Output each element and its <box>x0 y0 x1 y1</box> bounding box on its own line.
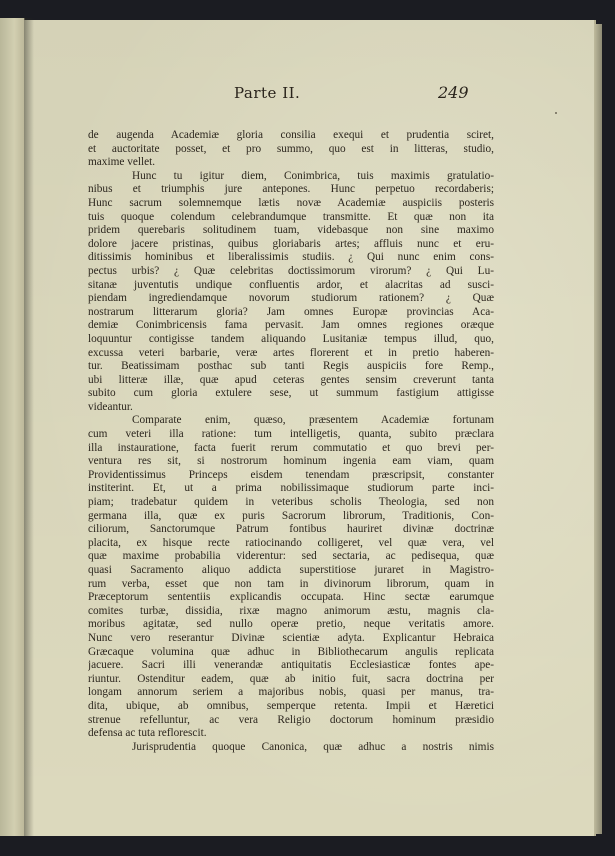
paragraph-start-line: Comparate enim, quæso, præsentem Academiæ fortunam <box>132 414 494 427</box>
paragraph-start-line: Jurisprudentia quoque Canonica, quæ adhuc a nostris nimis <box>132 740 494 753</box>
text-line: videantur. <box>88 400 133 413</box>
paper-speck <box>555 112 557 114</box>
text-line: piam; tradebatur quidem in veteribus scholis Theologia, sed non <box>88 496 494 509</box>
text-line: sitanæ juventutis undique confluentis ardor, et alacritas ad susci- <box>88 278 494 291</box>
text-line: Hunc sacrum solemnemque lætis novæ Academiæ auspiciis posteris <box>88 196 494 209</box>
text-line: quæ maxime probabilia viderentur: sed sectaria, ac pedisequa, quæ <box>88 550 494 563</box>
text-line: ventura res sit, si nostrorum hominum ingenia eam viam, quam <box>88 455 494 468</box>
text-line: illa instauratione, facta fuerit rerum commutatio et quo brevi per- <box>88 441 494 454</box>
page-number: 249 <box>438 83 469 102</box>
text-line: riuntur. Ostenditur eadem, quæ ab initio fuit, sacra doctrina per <box>88 672 494 685</box>
text-line: cum veteri illa ratione: tum intelligetis, quanta, subito præclara <box>88 428 494 441</box>
page-block-edge <box>594 24 602 834</box>
text-line: defensa ac tuta reflorescit. <box>88 727 207 740</box>
text-line: tur. Beatissimam posthac sub tanti Regis auspiciis fore Remp., <box>88 360 494 373</box>
text-line: strenue refelluntur, ac vera Religio doctorum hominum præsidio <box>88 713 494 726</box>
text-line: dita, ubique, ab omnibus, semperque retenta. Impii et Hæretici <box>88 699 494 712</box>
text-line: Nunc vero reserantur Divinæ scientiæ adyta. Explicantur Hebraica <box>88 631 494 644</box>
text-line: ditissimis hominibus et liberalissimis studiis. ¿ Qui nunc enim cons- <box>88 251 494 264</box>
text-line: et auctoritate posset, et pro summo, quo est in litteras, studio, <box>88 142 494 155</box>
text-line: moribus agitatæ, sed nullo operæ pretio, neque veritatis amore. <box>88 618 494 631</box>
text-line: jacuere. Sacri illi venerandæ antiquitatis Ecclesiasticæ fontes ape- <box>88 659 494 672</box>
text-line: maxime vellet. <box>88 156 156 169</box>
text-line: excussa veteri barbarie, veræ artes florerent et in pretio haberen- <box>88 346 494 359</box>
gutter-shadow <box>24 18 34 836</box>
text-line: quasi Sacramento aliquo addicta superstitiose juraret in Magistro- <box>88 564 494 576</box>
text-line: rum verba, esset que non tam in divinorum librorum, quam in <box>88 577 494 590</box>
text-line: longam annorum seriem a majoribus nobis, quasi per manus, tra- <box>88 686 494 699</box>
facing-page-edge <box>0 18 25 836</box>
text-line: loquuntur contigisse tandem aliquando Lusitaniæ tempus illud, quo, <box>88 332 494 345</box>
text-line: ubi litteræ illæ, quæ apud ceteras gentes sensim creverunt tanta <box>88 373 494 386</box>
text-line: germana illa, quæ ex puris Sacrorum librorum, Traditionis, Con- <box>88 509 494 522</box>
text-line: de augenda Academiæ gloria consilia exequi et prudentia sciret, <box>88 129 494 141</box>
text-line: nostrarum litterarum gloria? Jam omnes Europæ provincias Aca- <box>88 305 494 318</box>
text-line: subito cum gloria extulere sese, ut summum fastigium attigisse <box>88 387 494 400</box>
page-header <box>24 84 594 114</box>
paragraph-start-line: Hunc tu igitur diem, Conimbrica, tuis maximis gratulatio- <box>132 169 494 182</box>
text-line: comites turbæ, dissidia, rixæ magno animorum æstu, magnis cla- <box>88 604 494 617</box>
text-line: placita, ex hisque recte ratiocinando colligeret, vel quæ vera, vel <box>88 536 494 549</box>
running-head: Parte II. <box>234 84 301 102</box>
text-line: ciliorum, Sanctorumque Patrum fontibus hauriret divinæ doctrinæ <box>88 523 494 536</box>
text-line: Præceptorum sententiis explicandis occupata. Hinc sectæ earumque <box>88 591 494 604</box>
text-line: institerint. Et, ut a prima nobilissimaque studiorum parte inci- <box>88 482 494 495</box>
text-line: Græcaque volumina quæ adhuc in Bibliothecarum angulis replicata <box>88 645 494 658</box>
text-line: pectus urbis? ¿ Quæ celebritas doctissimorum virorum? ¿ Qui Lu- <box>88 264 494 277</box>
text-line: demiæ Conimbricensis fama pervasit. Jam omnes regiones oræque <box>88 319 494 332</box>
text-line: piendam ingrediendamque novorum studiorum rationem? ¿ Quæ <box>88 292 494 305</box>
book-page <box>24 20 594 836</box>
text-line: tuis quoque colendum celebrandumque transmitte. Et quæ non ita <box>88 210 494 223</box>
body-text <box>88 129 494 754</box>
text-line: Providentissimus Princeps eisdem tenendam præscripsit, constanter <box>88 468 494 481</box>
text-line: dolore jacere pristinas, quibus gloriabaris artes; affluis nunc et eru- <box>88 237 494 250</box>
text-line: nibus et triumphis jure antepones. Hunc perpetuo recordaberis; <box>88 183 494 196</box>
text-line: pridem querebaris solitudinem tuam, videbasque non sine maximo <box>88 224 494 237</box>
